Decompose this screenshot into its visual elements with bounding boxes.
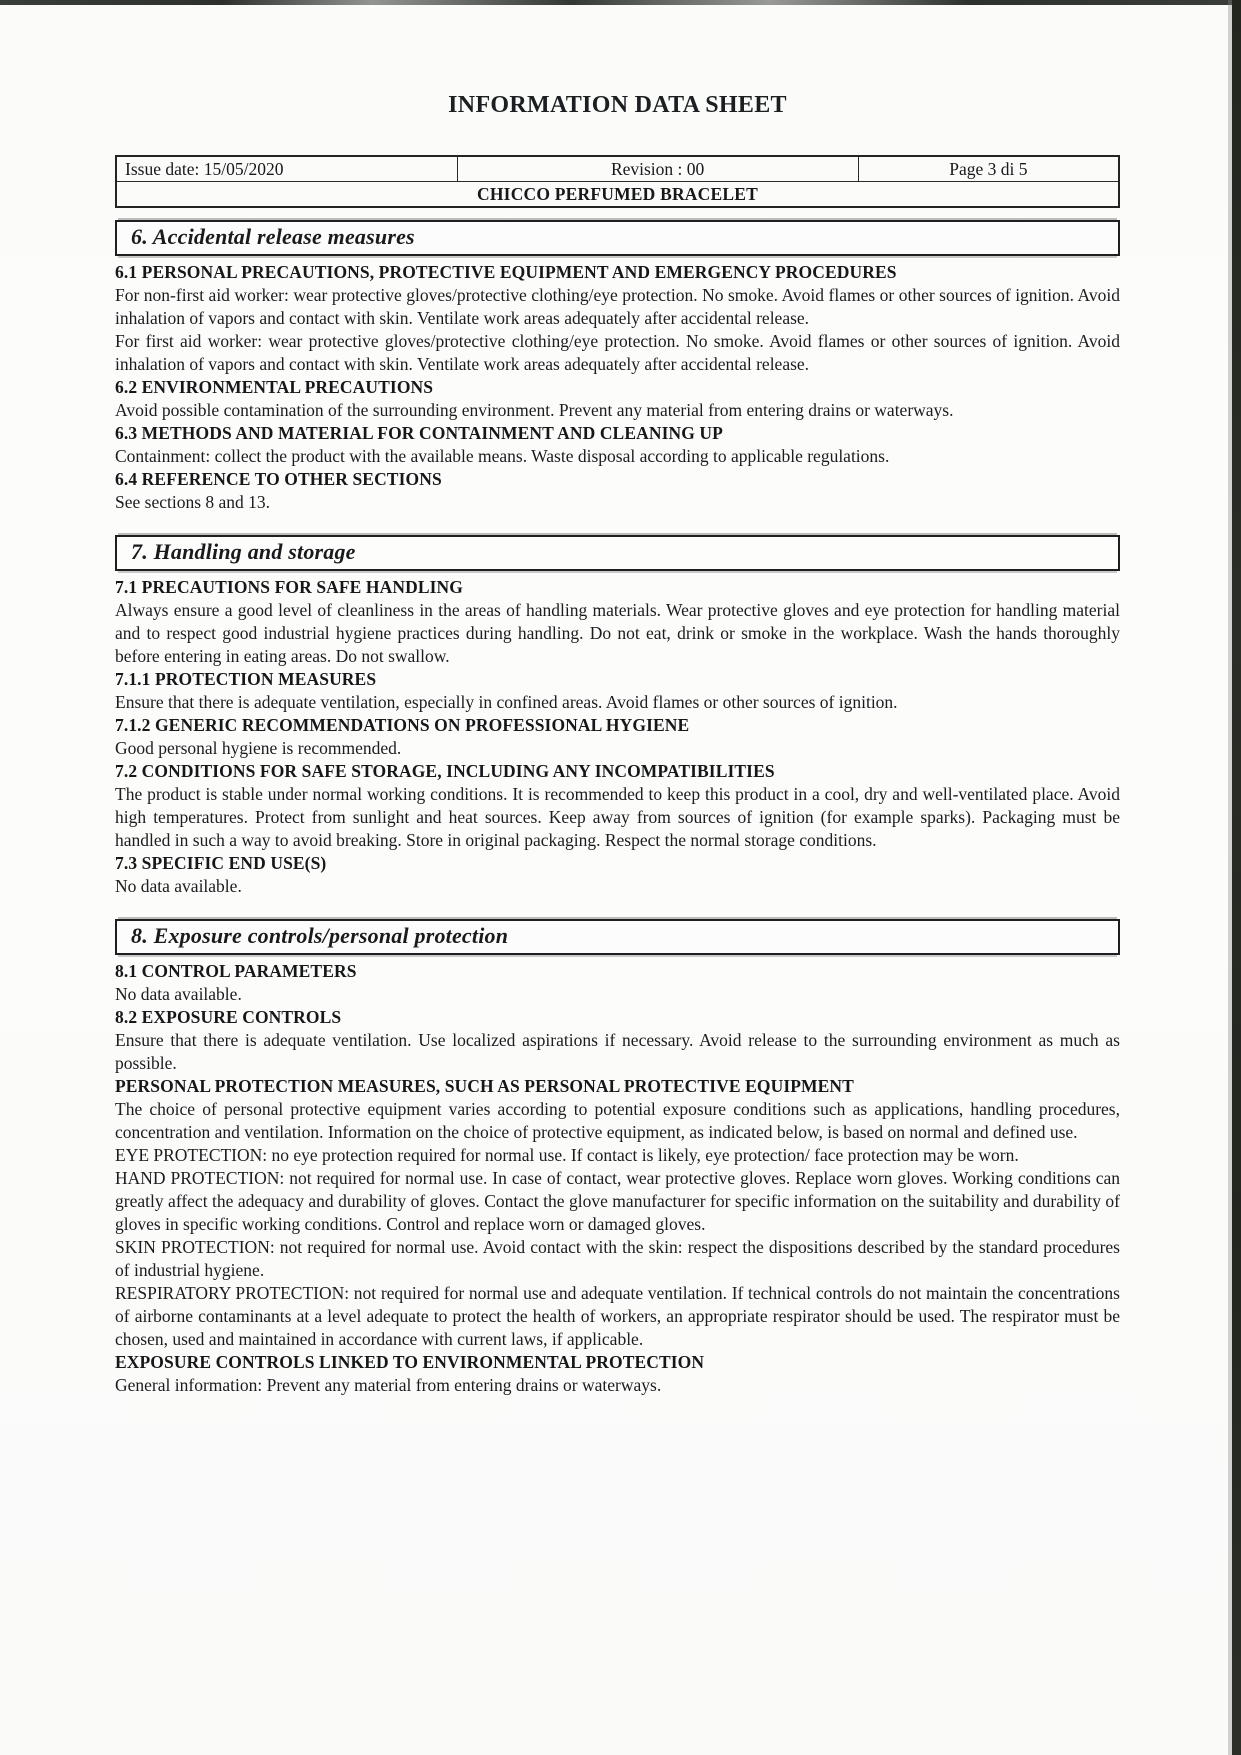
body-paragraph: The choice of personal protective equipment varies according to potential exposure conditions such as applications, handling procedures, concentration and ventilation. Information on the choice of protective equipment, as indicated below, is based on normal and defined use.: [115, 1099, 1120, 1142]
body-paragraph: Ensure that there is adequate ventilation. Use localized aspirations if necessary. Avoid release to the surrounding environment as much as possible.: [115, 1030, 1120, 1073]
body-paragraph: For non-first aid worker: wear protective gloves/protective clothing/eye protection. No smoke. Avoid flames or other sources of ignition. Avoid inhalation of vapors and contact with skin. Ventilate work areas adequately after accidental release.: [115, 285, 1120, 328]
section-8-title: 8. Exposure controls/personal protection: [131, 923, 509, 948]
section-6-title-box: [115, 220, 1120, 256]
subsection-heading-environmental-protection: EXPOSURE CONTROLS LINKED TO ENVIRONMENTAL PROTECTION: [115, 1352, 705, 1372]
section-6-accidental-release: [115, 220, 1120, 514]
subsection-heading-6-3: 6.3 METHODS AND MATERIAL FOR CONTAINMENT AND CLEANING UP: [115, 423, 723, 443]
subsection-heading-7-1-1: 7.1.1 PROTECTION MEASURES: [115, 669, 377, 689]
document-content: [115, 0, 1120, 1397]
body-paragraph: Containment: collect the product with the available means. Waste disposal according to applicable regulations.: [115, 446, 890, 466]
subsection-heading-7-1: 7.1 PRECAUTIONS FOR SAFE HANDLING: [115, 577, 463, 597]
subsection-heading-6-1: 6.1 PERSONAL PRECAUTIONS, PROTECTIVE EQUIPMENT AND EMERGENCY PROCEDURES: [115, 262, 897, 282]
header-product-row: [116, 182, 1119, 208]
body-paragraph: Avoid possible contamination of the surrounding environment. Prevent any material from entering drains or waterways.: [115, 400, 954, 420]
section-7-title-box: [115, 535, 1120, 571]
section-8-title-box: [115, 919, 1120, 955]
body-paragraph: Good personal hygiene is recommended.: [115, 738, 402, 758]
header-meta-row: [116, 156, 1119, 182]
document-title: INFORMATION DATA SHEET: [448, 92, 787, 118]
body-paragraph-eye-protection: EYE PROTECTION: no eye protection required for normal use. If contact is likely, eye protection/ face protection may be worn.: [115, 1145, 1019, 1165]
section-7-title: 7. Handling and storage: [131, 539, 356, 564]
subsection-heading-7-2: 7.2 CONDITIONS FOR SAFE STORAGE, INCLUDING ANY INCOMPATIBILITIES: [115, 761, 775, 781]
issue-date-cell: Issue date: 15/05/2020: [116, 156, 457, 182]
revision-cell: Revision : 00: [457, 156, 858, 182]
subsection-heading-8-1: 8.1 CONTROL PARAMETERS: [115, 961, 357, 981]
body-paragraph: Ensure that there is adequate ventilation, especially in confined areas. Avoid flames or other sources of ignition.: [115, 692, 898, 712]
header-table: [115, 155, 1120, 208]
subsection-heading-6-2: 6.2 ENVIRONMENTAL PRECAUTIONS: [115, 377, 434, 397]
subsection-heading-7-3: 7.3 SPECIFIC END USE(S): [115, 853, 327, 873]
body-paragraph-respiratory-protection: RESPIRATORY PROTECTION: not required for normal use and adequate ventilation. If technical controls do not maintain the concentrations of airborne contaminants at a level adequate to protect the health of workers, an appropriate respirator should be used. The respirator must be chosen, used and maintained in accordance with current laws, if applicable.: [115, 1283, 1120, 1349]
scan-artifact-right-edge: [1232, 0, 1241, 1755]
subsection-heading-7-1-2: 7.1.2 GENERIC RECOMMENDATIONS ON PROFESSIONAL HYGIENE: [115, 715, 690, 735]
section-8-exposure-controls: [115, 919, 1120, 1397]
body-paragraph: Always ensure a good level of cleanliness in the areas of handling materials. Wear protective gloves and eye protection for handling material and to respect good industrial hygiene practices during handling. Do not eat, drink or smoke in the workplace. Wash the hands thoroughly before entering in eating areas. Do not swallow.: [115, 600, 1120, 666]
subsection-heading-personal-protection: PERSONAL PROTECTION MEASURES, SUCH AS PERSONAL PROTECTIVE EQUIPMENT: [115, 1076, 854, 1096]
section-7-handling-storage: [115, 535, 1120, 898]
body-paragraph: The product is stable under normal working conditions. It is recommended to keep this product in a cool, dry and well-ventilated place. Avoid high temperatures. Protect from sunlight and heat sources. Keep away from sources of ignition (for example sparks). Packaging must be handled in such a way to avoid breaking. Store in original packaging. Respect the normal storage conditions.: [115, 784, 1120, 850]
subsection-heading-8-2: 8.2 EXPOSURE CONTROLS: [115, 1007, 342, 1027]
body-paragraph-skin-protection: SKIN PROTECTION: not required for normal use. Avoid contact with the skin: respect the dispositions described by the standard procedures of industrial hygiene.: [115, 1237, 1120, 1280]
body-paragraph: No data available.: [115, 984, 242, 1004]
body-paragraph: No data available.: [115, 876, 242, 896]
body-paragraph: See sections 8 and 13.: [115, 492, 271, 512]
body-paragraph: General information: Prevent any material from entering drains or waterways.: [115, 1375, 662, 1395]
body-paragraph: For first aid worker: wear protective gloves/protective clothing/eye protection. No smoke. Avoid flames or other sources of ignition. Avoid inhalation of vapors and contact with skin. Ventilate work areas adequately after accidental release.: [115, 331, 1120, 374]
body-paragraph-hand-protection: HAND PROTECTION: not required for normal use. In case of contact, wear protective gloves. Replace worn gloves. Working conditions can greatly affect the adequacy and durability of gloves. Contact the glove manufacturer for specific information on the suitability and durability of gloves in specific working conditions. Control and replace worn or damaged gloves.: [115, 1168, 1120, 1234]
product-name-cell: CHICCO PERFUMED BRACELET: [116, 182, 1119, 208]
section-6-title: 6. Accidental release measures: [131, 224, 415, 249]
subsection-heading-6-4: 6.4 REFERENCE TO OTHER SECTIONS: [115, 469, 442, 489]
page-number-cell: Page 3 di 5: [858, 156, 1119, 182]
